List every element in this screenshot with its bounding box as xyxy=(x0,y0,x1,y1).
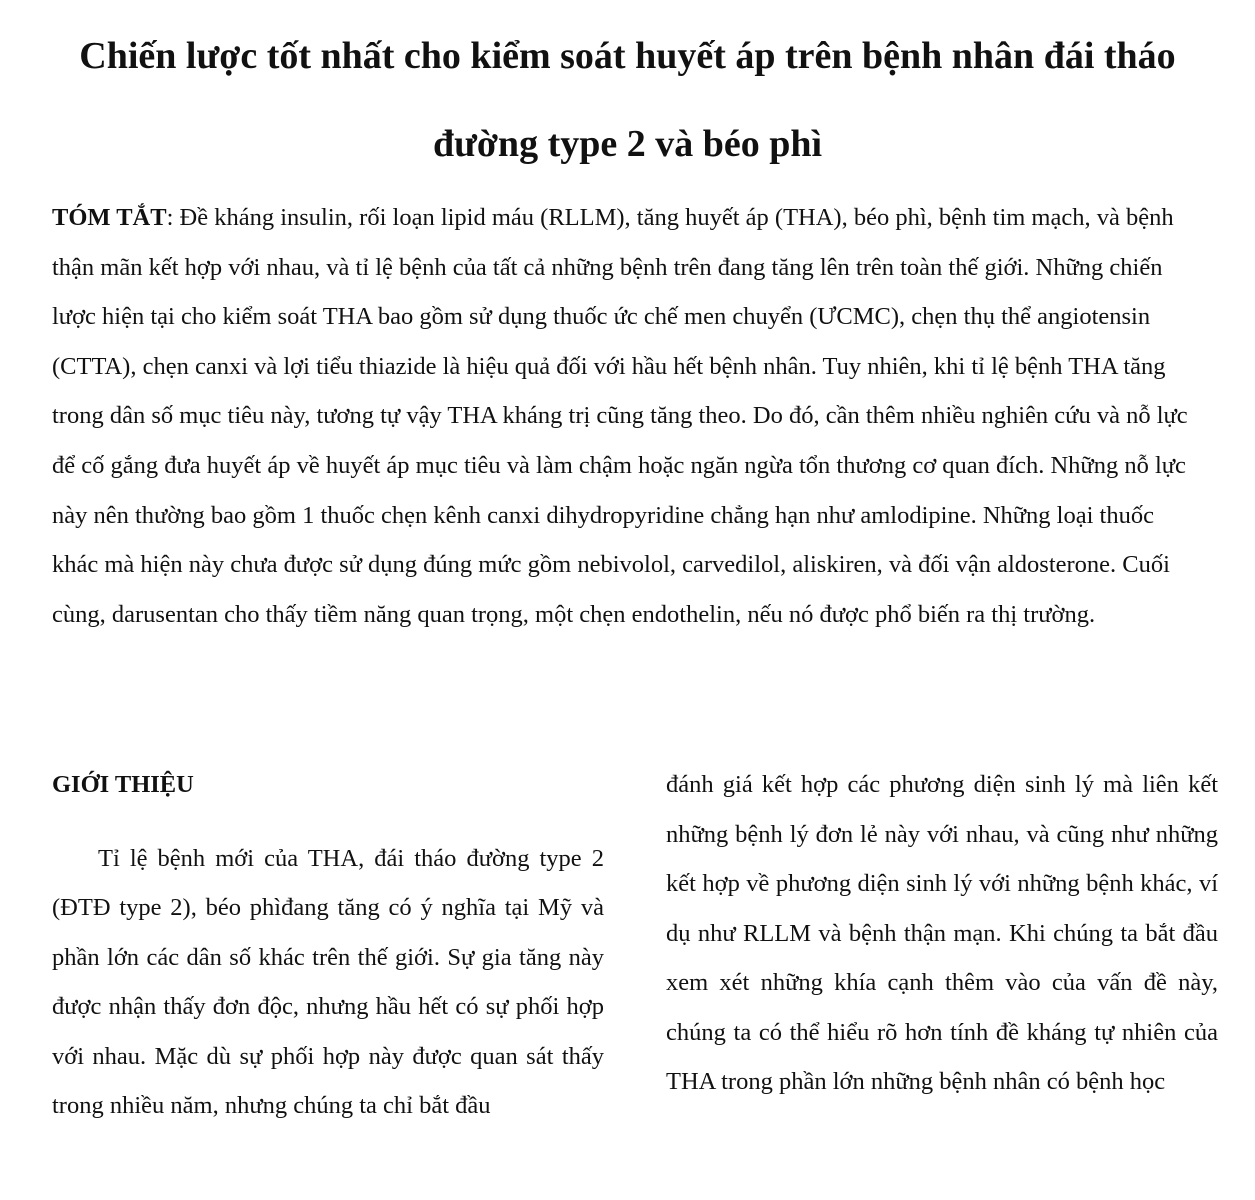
intro-heading: GIỚI THIỆU xyxy=(52,771,194,798)
intro-paragraph-right: đánh giá kết hợp các phương diện sinh lý mà liên kết những bệnh lý đơn lẻ này với nhau, và cũng như những kết hợp về phương diện sinh lý với những bệnh khác, ví dụ như RLLM và bệnh thận mạn. Khi chúng ta bắt đầu xem xét những khía cạnh thêm vào của vấn đề này, chúng ta có thể hiểu rõ hơn tính đề kháng tự nhiên của THA trong phần lớn những bệnh nhân có bệnh học xyxy=(666,771,1218,1095)
document-title: Chiến lược tốt nhất cho kiểm soát huyết áp trên bệnh nhân đái tháo đường type 2 và béo phì xyxy=(79,35,1176,165)
abstract-text: : Đề kháng insulin, rối loạn lipid máu (RLLM), tăng huyết áp (THA), béo phì, bệnh tim mạch, và bệnh thận mãn kết hợp với nhau, và tỉ lệ bệnh của tất cả những bệnh trên đang tăng lên trên toàn thế giới. Những chiến lược hiện tại cho kiểm soát THA bao gồm sử dụng thuốc ức chế men chuyển (ƯCMC), chẹn thụ thể angiotensin (CTTA), chẹn canxi và lợi tiểu thiazide là hiệu quả đối với hầu hết bệnh nhân. Tuy nhiên, khi tỉ lệ bệnh THA tăng trong dân số mục tiêu này, tương tự vậy THA kháng trị cũng tăng theo. Do đó, cần thêm nhiều nghiên cứu và nỗ lực để cố gắng đưa huyết áp về huyết áp mục tiêu và làm chậm hoặc ngăn ngừa tổn thương cơ quan đích. Những nỗ lực này nên thường bao gồm 1 thuốc chẹn kênh canxi dihydropyridine chẳng hạn như amlodipine. Những loại thuốc khác mà hiện này chưa được sử dụng đúng mức gồm nebivolol, carvedilol, aliskiren, và đối vận aldosterone. Cuối cùng, darusentan cho thấy tiềm năng quan trọng, một chẹn endothelin, nếu nó được phổ biến ra thị trường. xyxy=(52,204,1188,628)
left-column xyxy=(52,760,604,1131)
intro-paragraph-left: Tỉ lệ bệnh mới của THA, đái tháo đường type 2 (ĐTĐ type 2), béo phìđang tăng có ý nghĩa tại Mỹ và phần lớn các dân số khác trên thế giới. Sự gia tăng này được nhận thấy đơn độc, nhưng hầu hết có sự phối hợp với nhau. Mặc dù sự phối hợp này được quan sát thấy trong nhiều năm, nhưng chúng ta chỉ bắt đầu xyxy=(52,844,604,1119)
right-column xyxy=(666,760,1218,1107)
abstract-label: TÓM TẮT xyxy=(52,204,167,231)
abstract-paragraph xyxy=(52,193,1202,639)
